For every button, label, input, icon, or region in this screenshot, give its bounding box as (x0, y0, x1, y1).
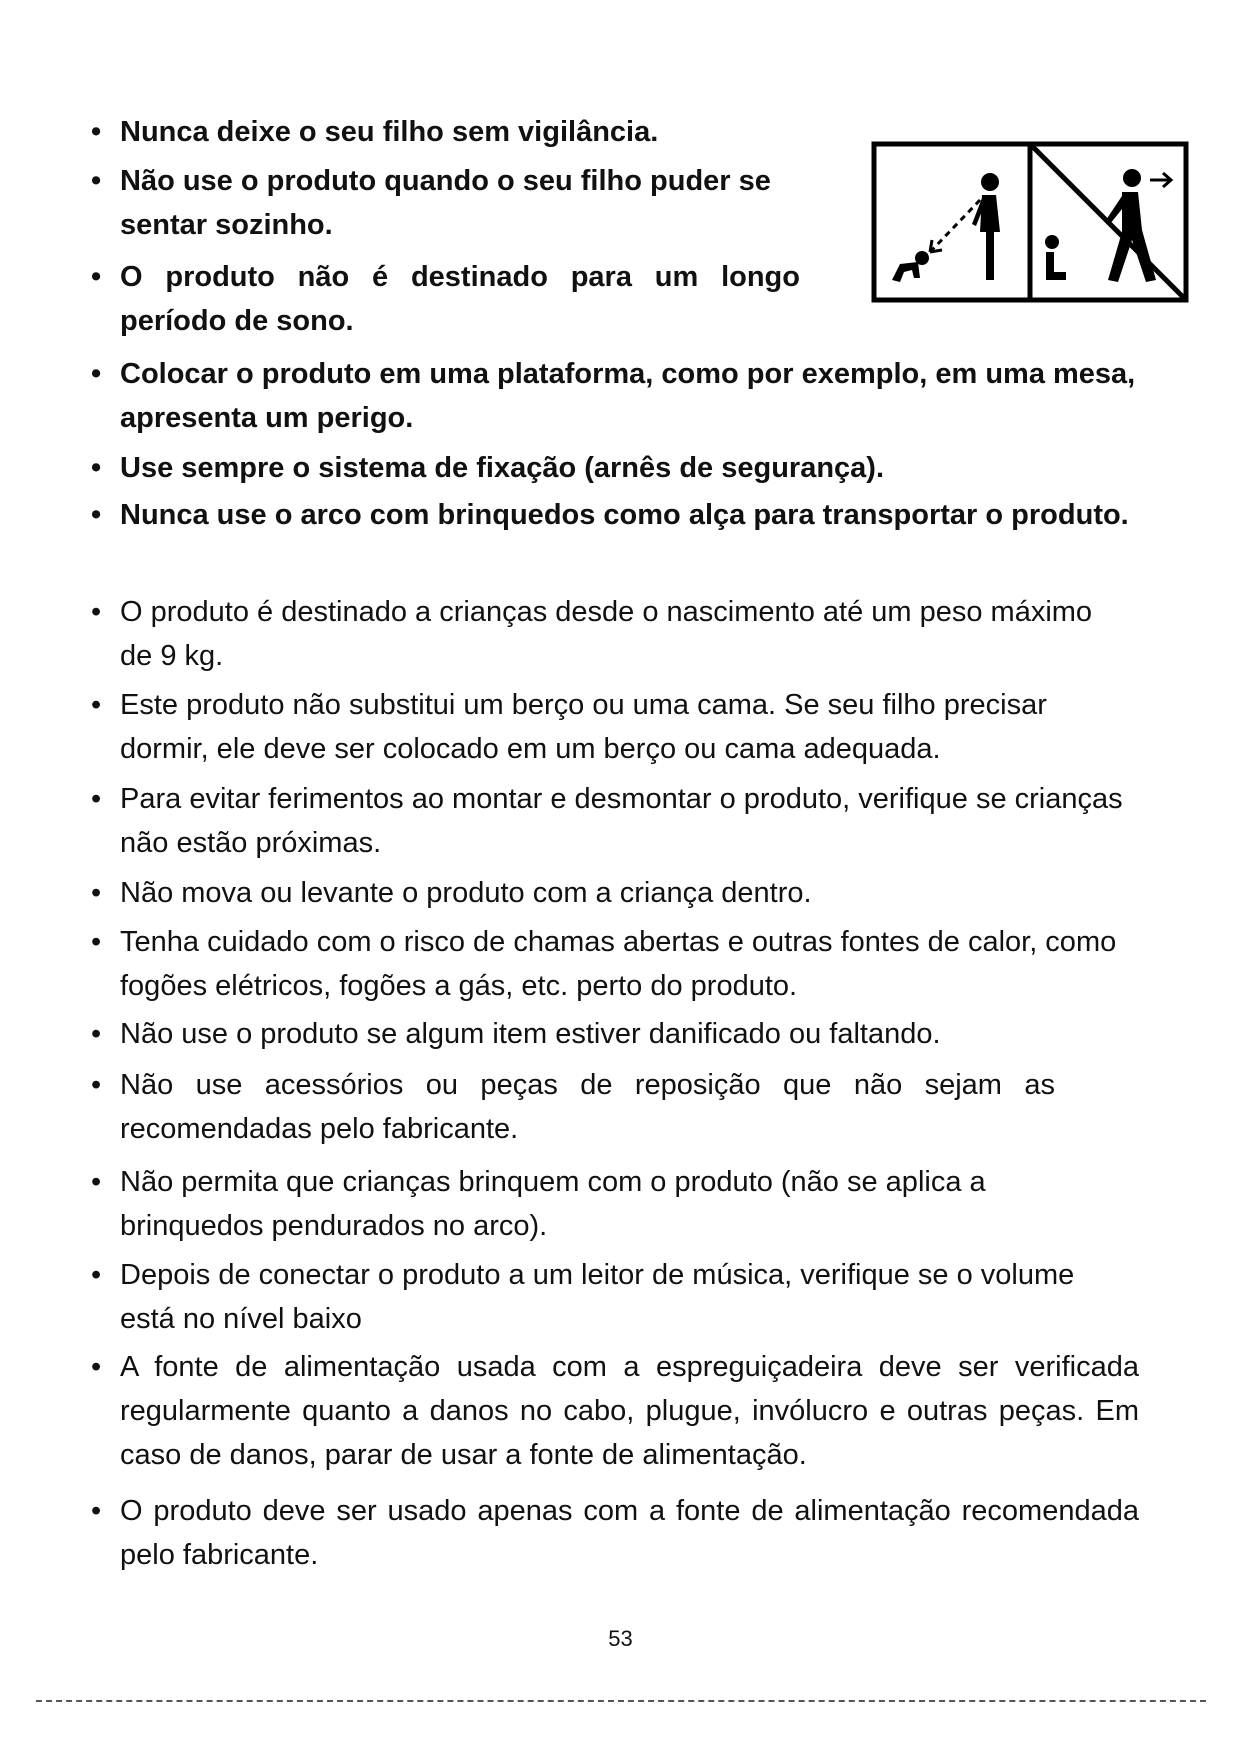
warning-text: O produto é destinado a crianças desde o nascimento até um peso máximo de 9 kg. (120, 596, 1093, 672)
crawling-baby-icon (892, 251, 929, 282)
bullet: • (91, 1069, 102, 1101)
bullet: • (91, 452, 102, 484)
list-item (91, 1253, 1139, 1341)
seated-baby-icon (1045, 235, 1066, 280)
bullet: • (91, 783, 102, 815)
list-item (91, 352, 1139, 440)
warning-text: Depois de conectar o produto a um leitor de música, verifique se o volume está no nível baixo (120, 1259, 1075, 1335)
warning-text: Não permita que crianças brinquem com o produto (não se aplica a brinquedos pendurados no arco). (120, 1166, 986, 1242)
list-item (91, 493, 1139, 537)
warning-text: Não use o produto se algum item estiver danificado ou faltando. (120, 1018, 941, 1050)
warning-text: Este produto não substitui um berço ou uma cama. Se seu filho precisar dormir, ele deve ser colocado em um berço ou cama adequada. (120, 689, 1047, 765)
warning-text: Não use acessórios ou peças de reposição que não sejam as recomendadas pelo fabricante. (120, 1069, 1055, 1145)
list-item (91, 590, 1139, 678)
footer-divider (36, 1700, 1206, 1702)
warning-text: Tenha cuidado com o risco de chamas abertas e outras fontes de calor, como fogões elétricos, fogões a gás, etc. perto do produto. (120, 926, 1117, 1002)
warning-text: Use sempre o sistema de fixação (arnês de segurança). (120, 452, 885, 484)
bullet: • (91, 926, 102, 958)
warning-text: Para evitar ferimentos ao montar e desmontar o produto, verifique se crianças não estão próximas. (120, 783, 1123, 859)
bullet: • (91, 1166, 102, 1198)
bullet: • (91, 689, 102, 721)
list-item (91, 777, 1139, 865)
bullet: • (91, 165, 102, 197)
warning-text: A fonte de alimentação usada com a espreguiçadeira deve ser verificada regularmente quanto a danos no cabo, plugue, invólucro e outras peças. Em caso de danos, parar de usar a fonte de alimentação. (120, 1351, 1139, 1471)
bullet: • (91, 1351, 102, 1383)
bullet: • (91, 1495, 102, 1527)
bullet: • (91, 499, 102, 531)
bullet: • (91, 1018, 102, 1050)
bullet: • (91, 596, 102, 628)
list-item (91, 1063, 1139, 1151)
warning-text: O produto não é destinado para um longo período de sono. (120, 261, 800, 337)
list-item (91, 1345, 1139, 1477)
list-item (91, 1489, 1139, 1577)
bullet: • (91, 261, 102, 293)
warning-text: Nunca use o arco com brinquedos como alça para transportar o produto. (120, 499, 1129, 531)
bullet: • (91, 116, 102, 148)
bullet: • (91, 1259, 102, 1291)
warning-text: Nunca deixe o seu filho sem vigilância. (120, 116, 659, 148)
warning-text: Colocar o produto em uma plataforma, como por exemplo, em uma mesa, apresenta um perigo. (120, 358, 1136, 434)
adult-figure-icon (972, 173, 1000, 280)
list-item (91, 871, 1139, 915)
warning-text: O produto deve ser usado apenas com a fonte de alimentação recomendada pelo fabricante. (120, 1495, 1139, 1571)
bullet: • (91, 358, 102, 390)
bullet: • (91, 877, 102, 909)
arrow-right-icon (1150, 173, 1171, 187)
watch-line (932, 200, 980, 250)
warning-text: Não use o produto quando o seu filho puder se sentar sozinho. (120, 165, 771, 241)
list-item (91, 683, 1139, 771)
list-item (91, 920, 1139, 1008)
list-item (91, 1160, 1139, 1248)
list-item (91, 1012, 1139, 1056)
supervision-warning-pictogram (870, 140, 1190, 304)
page-number: 53 (608, 1626, 633, 1651)
warning-text: Não mova ou levante o produto com a criança dentro. (120, 877, 812, 909)
list-item (91, 446, 1139, 490)
